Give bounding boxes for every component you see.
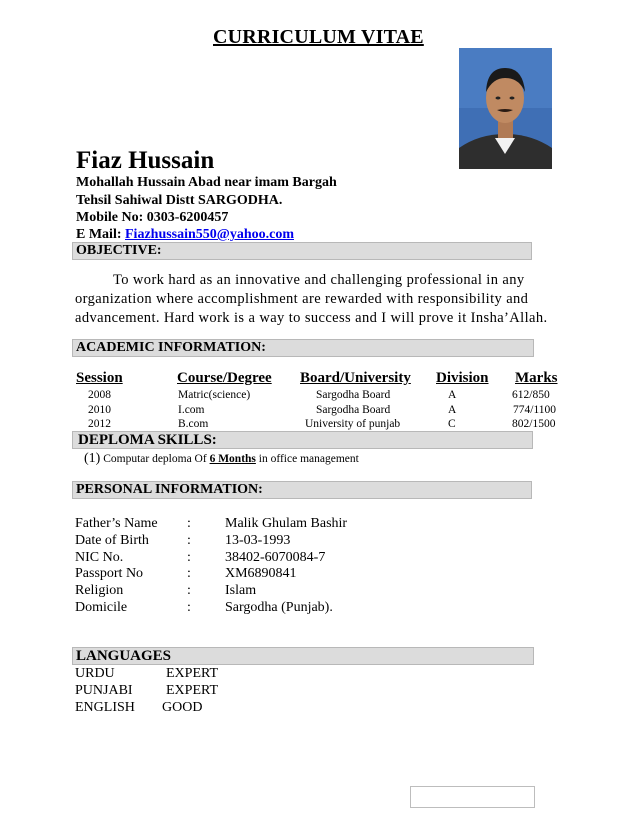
- email-label: E Mail:: [76, 227, 125, 242]
- personal-value-passport: XM6890841: [225, 566, 297, 581]
- personal-value-father: Malik Ghulam Bashir: [225, 516, 348, 531]
- section-academic: ACADEMIC INFORMATION:: [72, 339, 534, 357]
- personal-label-nic: NIC No.: [75, 550, 124, 565]
- personal-label-father: Father’s Name: [75, 516, 158, 531]
- personal-label-domicile: Domicile: [75, 600, 128, 615]
- table-cell: 2012: [88, 418, 111, 430]
- personal-colon: :: [187, 566, 191, 581]
- personal-colon: :: [187, 516, 191, 531]
- section-deploma: [72, 431, 533, 449]
- section-deploma-label: DEPLOMA SKILLS: [78, 432, 212, 448]
- candidate-name: Fiaz Hussain: [76, 147, 215, 174]
- col-division: Division: [436, 370, 489, 386]
- personal-value-dob: 13-03-1993: [225, 533, 291, 548]
- personal-value-nic: 38402-6070084-7: [225, 550, 326, 565]
- table-cell: C: [448, 418, 456, 430]
- table-cell: Sargodha Board: [316, 404, 391, 416]
- table-cell: 612/850: [512, 389, 550, 401]
- col-marks: Marks: [515, 370, 558, 386]
- table-cell: A: [448, 389, 457, 401]
- language-level: EXPERT: [166, 666, 219, 681]
- personal-value-religion: Islam: [225, 583, 257, 598]
- personal-colon: :: [187, 533, 191, 548]
- profile-photo-illustration: [459, 48, 552, 169]
- language-level: EXPERT: [166, 683, 219, 698]
- section-objective: OBJECTIVE:: [72, 242, 532, 260]
- address-line-2: Tehsil Sahiwal Distt SARGODHA.: [76, 193, 283, 208]
- language-name: PUNJABI: [75, 683, 133, 698]
- email-line: [76, 227, 294, 243]
- deploma-item-text-b: in office management: [255, 453, 359, 465]
- personal-value-domicile: Sargodha (Punjab).: [225, 600, 333, 615]
- deploma-item-number: (1): [84, 451, 101, 466]
- deploma-item: [84, 451, 359, 467]
- address-line-1: Mohallah Hussain Abad near imam Bargah: [76, 175, 337, 190]
- footer-box: [410, 786, 535, 808]
- table-cell: Sargodha Board: [316, 389, 391, 401]
- table-cell: 774/1100: [513, 404, 557, 416]
- table-cell: A: [448, 404, 457, 416]
- document-title: CURRICULUM VITAE: [213, 26, 424, 48]
- profile-photo: [459, 48, 552, 169]
- deploma-item-duration: 6 Months: [209, 453, 256, 465]
- personal-colon: :: [187, 583, 191, 598]
- table-cell: 2010: [88, 404, 111, 416]
- section-personal: PERSONAL INFORMATION:: [72, 481, 532, 499]
- table-cell: University of punjab: [305, 418, 401, 430]
- mobile-line: Mobile No: 0303-6200457: [76, 210, 229, 225]
- personal-label-religion: Religion: [75, 583, 124, 598]
- table-cell: Matric(science): [178, 389, 251, 401]
- personal-colon: :: [187, 550, 191, 565]
- col-session: Session: [76, 370, 123, 386]
- table-cell: B.com: [178, 418, 209, 430]
- personal-label-passport: Passport No: [75, 566, 144, 581]
- language-name: URDU: [75, 666, 115, 681]
- objective-line-3: advancement. Hard work is a way to success and I will prove it Insha’Allah.: [75, 310, 548, 326]
- personal-colon: :: [187, 600, 191, 615]
- table-cell: I.com: [178, 404, 205, 416]
- table-cell: 802/1500: [512, 418, 556, 430]
- personal-label-dob: Date of Birth: [75, 533, 149, 548]
- col-course: Course/Degree: [177, 370, 272, 386]
- section-deploma-colon: :: [211, 432, 217, 448]
- objective-line-2: organization where accomplishment are rewarded with responsibility and: [75, 291, 529, 307]
- email-link[interactable]: Fiazhussain550@yahoo.com: [125, 227, 294, 242]
- language-level: GOOD: [162, 700, 203, 715]
- table-cell: 2008: [88, 389, 111, 401]
- col-board: Board/University: [300, 370, 411, 386]
- section-languages: LANGUAGES: [72, 647, 534, 665]
- objective-line-1: To work hard as an innovative and challenging professional in any: [113, 272, 525, 288]
- language-name: ENGLISH: [75, 700, 135, 715]
- deploma-item-text-a: Computar deploma Of: [100, 453, 210, 465]
